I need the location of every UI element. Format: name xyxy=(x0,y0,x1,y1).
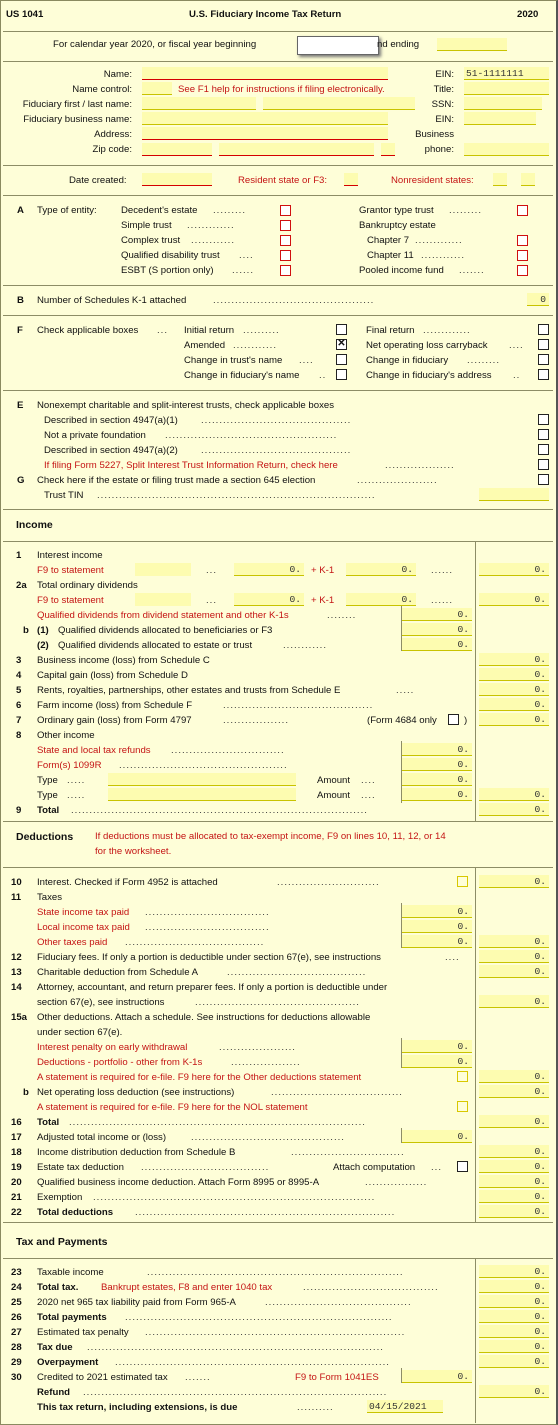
line-28-input[interactable]: 0. xyxy=(479,1340,549,1353)
credited-estimated-label: Credited to 2021 estimated tax xyxy=(37,1372,168,1383)
line-11-total[interactable]: 0. xyxy=(479,935,549,948)
qualified-dividends-label: Qualified dividends from dividend statement and other K-1s xyxy=(37,610,289,621)
exemption-label: Exemption xyxy=(37,1192,83,1203)
type-1-label: Type xyxy=(37,775,58,786)
nonresident-label: Nonresident states: xyxy=(391,175,474,186)
decedent-checkbox[interactable] xyxy=(280,205,291,216)
simple-trust-checkbox[interactable] xyxy=(280,220,291,231)
pooled-label: Pooled income fund xyxy=(359,265,444,276)
k1-count-input[interactable]: 0 xyxy=(527,293,549,306)
state-input[interactable] xyxy=(381,143,395,156)
nonresident-input-1[interactable] xyxy=(493,173,507,186)
fiduciary-last-input[interactable] xyxy=(263,97,415,110)
line-2a-total[interactable]: 0. xyxy=(479,593,549,606)
fiduciary-business-input[interactable] xyxy=(142,112,388,125)
pooled-checkbox[interactable] xyxy=(517,265,528,276)
fiscal-end-input[interactable] xyxy=(437,38,507,51)
form-1041es-link[interactable]: F9 to Form 1041ES xyxy=(295,1372,379,1383)
form-4684-checkbox[interactable] xyxy=(448,714,459,725)
private-foundation-label: Not a private foundation xyxy=(44,430,146,441)
simple-trust-label: Simple trust xyxy=(121,220,172,231)
nol-statement-indicator[interactable] xyxy=(457,1101,468,1112)
resident-state-input[interactable] xyxy=(344,173,358,186)
date-created-label: Date created: xyxy=(69,175,127,186)
k1-count-label: Number of Schedules K-1 attached xyxy=(37,295,187,306)
change-trust-name-label: Change in trust's name xyxy=(184,355,283,366)
line-17-input[interactable]: 0. xyxy=(402,1130,472,1143)
address-input[interactable] xyxy=(142,127,388,140)
total-tax-label: Total tax. xyxy=(37,1282,79,1293)
type-1-input[interactable] xyxy=(108,773,296,786)
bankruptcy-label: Bankruptcy estate xyxy=(359,220,436,231)
early-withdrawal-label: Interest penalty on early withdrawal xyxy=(37,1042,188,1053)
line-26-input[interactable]: 0. xyxy=(479,1310,549,1323)
form-title: U.S. Fiduciary Income Tax Return xyxy=(189,9,342,20)
line-g-letter: G xyxy=(17,475,25,486)
final-return-label: Final return xyxy=(366,325,415,336)
nol-statement[interactable]: A statement is required for e-file. F9 here for the NOL statement xyxy=(37,1102,308,1113)
change-fiduciary-label: Change in fiduciary xyxy=(366,355,449,366)
chapter-7-label: Chapter 7 xyxy=(367,235,410,246)
line-12-input[interactable]: 0. xyxy=(479,950,549,963)
section-4947a1-label: Described in section 4947(a)(1) xyxy=(44,415,178,426)
line-30-input[interactable]: 0. xyxy=(402,1370,472,1383)
due-date-input[interactable]: 04/15/2021 xyxy=(367,1400,443,1413)
state-refunds-input[interactable]: 0. xyxy=(402,743,472,756)
other-tax-label: Other taxes paid xyxy=(37,937,108,948)
and-ending-label: nd ending xyxy=(377,39,420,50)
change-fid-name-label: Change in fiduciary's name xyxy=(184,370,300,381)
nonresident-input-2[interactable] xyxy=(521,173,535,186)
fiduciary-fees-label: Fiduciary fees. If only a portion is deductible under section 67(e), see instructions xyxy=(37,952,381,963)
change-fid-name-checkbox[interactable] xyxy=(336,369,347,380)
dividends-f9-label: F9 to statement xyxy=(37,595,104,606)
initial-return-label: Initial return xyxy=(184,325,235,336)
taxable-income-label: Taxable income xyxy=(37,1267,104,1278)
form-1041-page: US 1041 U.S. Fiduciary Income Tax Return 2020 For calendar year 2020, or fiscal year beginning nd ending Name: Name control: See F1 help for instructions if filing electronically. Fiduciary first / last name: Fiduciary business name: Address: Zip code: EIN: 51-1111111 Title: SSN: EIN: Business phone: Date created: Resident state or F3: Nonresident states: A Type of entity: Decedent's estate ......... Simple trust ............. Complex trust ............ Qualified disability trust .... ESBT (S portion only) ...... Grantor type trust ......... Bankruptcy estate Chapter 7 ............. Chapter 11 ............ Pooled income fund ....... B Number of Schedules K-1 attached ............................................ 0 F Check applicable boxes ... Initial return .......... Amended ............ ✕ Change in trust's name .... Change in fiduciary's name .. Final return ............. Net operating loss carryback .... Change in fiduciary ......... Change in fiduciary's address .. E Nonexempt charitable and split-interest trusts, check applicable boxes Described in section 4947(a)(1) ......................................... Not a private foundation ............................................... Described in section 4947(a)(2) ......................................... If filing Form 5227, Split Interest Trust Information Return, check here ................... G Check here if the estate or filing trust made a section 645 election ...................... Trust TIN ............................................................................ Income 1 Interest income F9 to statement ... 0. + K-1 0. ...... 0. 2a Total ordinary dividends F9 to statement ... 0. + K-1 0. ...... 0. Qualified dividends from dividend statement and other K-1s ........ 0. b (1) Qualified dividends allocated to beneficiaries or F3 0. (2) Qualified dividends allocated to estate or trust ............ 0. 3 Business income (loss) from Schedule C 0. 4 Capital gain (loss) from Schedule D 0. 5 Rents, royalties, partnerships, other estates and trusts from Schedule E ..... 0. 6 Farm income (loss) from Schedule F ......................................... 0. 7 Ordinary gain (loss) from Form 4797 .................. (Form 4684 only ) 0. 8 Other income State and local tax refunds ............................... 0. Form(s) 1099R .............................................. 0. Type ..... Amount .... 0. Type ..... Amount .... 0. 0. 9 Total ................................................................................. 0. Deductions If deductions must be allocated to tax-exempt income, F9 on lines 10, 11, 12, or 14 for the worksheet. 10 Interest. Checked if Form 4952 is attached ............................ 0. 11 Taxes State income tax paid .................................. 0. Local income tax paid .................................. 0. Other taxes paid ...................................... 0. 0. 12 Fiduciary fees. If only a portion is deductible under section 67(e), see instructions .... 0. 13 Charitable deduction from Schedule A ...................................... 0. 14 Attorney, accountant, and return preparer fees. If only a portion is deductible under section 67(e), see instructions ............................................. 0. 15a Other deductions. Attach a schedule. See instructions for deductions allowable under section 67(e). Interest penalty on early withdrawal ..................... 0. Deductions - portfolio - other from K-1s ................... 0. A statement is required for e-file. F9 here for the Other deductions statement 0. b Net operating loss deduction (see instructions) .................................... 0. A statement is required for e-file. F9 here for the NOL statement 16 Total ................................................................................. 0. 17 Adjusted total income or (loss) .......................................... 0. 18 Income distribution deduction from Schedule B ............................... 0. 19 Estate tax deduction ................................... Attach computation ... 0. 20 Qualified business income deduction. Attach Form 8995 or 8995-A ................. 0. 21 Exemption ............................................................................. 0. 22 Total deductions ....................................................................... 0. Tax and Payments 23 Taxable income ...................................................................... 0. 24 Total tax. Bankrupt estates, F8 and enter 1040 tax ..................................... 0. 25 2020 net 965 tax liability paid from Form 965-A ........................................ 0. 26 Total payments ......................................................................... 0. 27 Estimated tax penalty ....................................................................... 0. 28 Tax due ................................................................................. 0. 29 Overpayment ........................................................................... 0. 30 Credited to 2021 estimated tax ....... F9 to Form 1041ES 0. Refund ................................................................................... 0. This tax return, including extensions, is due .......... 04/15/2021 xyxy=(0,0,558,1425)
change-address-checkbox[interactable] xyxy=(538,369,549,380)
interest-amount-input[interactable]: 0. xyxy=(234,563,304,576)
amount-1-label: Amount xyxy=(317,775,351,786)
attorney-fees-label-2: section 67(e), see instructions xyxy=(37,997,165,1008)
line-9-total[interactable]: 0. xyxy=(479,803,549,816)
line-f-letter: F xyxy=(17,325,23,336)
nonexempt-label: Nonexempt charitable and split-interest trusts, check applicable boxes xyxy=(37,400,335,411)
line-22-input[interactable]: 0. xyxy=(479,1205,549,1218)
resident-state-label: Resident state or F3: xyxy=(238,175,328,186)
overpayment-label: Overpayment xyxy=(37,1357,99,1368)
refund-label: Refund xyxy=(37,1387,71,1398)
tax-year: 2020 xyxy=(517,9,539,20)
tax-payments-section-title: Tax and Payments xyxy=(16,1236,108,1248)
form-1099r-input[interactable]: 0. xyxy=(402,758,472,771)
ordinary-gain-label: Ordinary gain (loss) from Form 4797 xyxy=(37,715,192,726)
early-withdrawal-input[interactable]: 0. xyxy=(402,1040,472,1053)
line-24-input[interactable]: 0. xyxy=(479,1280,549,1293)
fiduciary-business-label: Fiduciary business name: xyxy=(23,114,132,125)
line-15a-input[interactable]: 0. xyxy=(479,1070,549,1083)
line-14-input[interactable]: 0. xyxy=(479,995,549,1008)
name-control-label: Name control: xyxy=(72,84,132,95)
change-address-label: Change in fiduciary's address xyxy=(366,370,492,381)
form-4952-checkbox[interactable] xyxy=(457,876,468,887)
check-boxes-label: Check applicable boxes xyxy=(37,325,139,336)
interest-f9-label: F9 to statement xyxy=(37,565,104,576)
other-income-label: Other income xyxy=(37,730,95,741)
phone-input[interactable] xyxy=(464,143,549,156)
line-29-input[interactable]: 0. xyxy=(479,1355,549,1368)
form-number: US 1041 xyxy=(6,9,44,20)
ein-label: EIN: xyxy=(435,69,454,80)
form-5227-label: If filing Form 5227, Split Interest Trust Information Return, check here xyxy=(44,460,338,471)
farm-income-label: Farm income (loss) from Schedule F xyxy=(37,700,193,711)
form-4684-label: (Form 4684 only xyxy=(367,715,437,726)
interest-income-label: Interest income xyxy=(37,550,103,561)
attach-computation-label: Attach computation xyxy=(333,1162,416,1173)
dividends-amount-input[interactable]: 0. xyxy=(234,593,304,606)
attach-computation-checkbox[interactable] xyxy=(457,1161,468,1172)
state-tax-label: State income tax paid xyxy=(37,907,130,918)
nol-deduction-label: Net operating loss deduction (see instructions) xyxy=(37,1087,235,1098)
other-statement-indicator[interactable] xyxy=(457,1071,468,1082)
qualified-disability-label: Qualified disability trust xyxy=(121,250,220,261)
total-income-label: Total xyxy=(37,805,60,816)
line-19-input[interactable]: 0. xyxy=(479,1160,549,1173)
chapter-11-checkbox[interactable] xyxy=(517,250,528,261)
line-1-total[interactable]: 0. xyxy=(479,563,549,576)
total-deductions-label: Total deductions xyxy=(37,1207,114,1218)
qd-estate-input[interactable]: 0. xyxy=(402,638,472,651)
amended-checkbox[interactable]: ✕ xyxy=(337,338,346,349)
grantor-checkbox[interactable] xyxy=(517,205,528,216)
fid-ein-label: EIN: xyxy=(435,114,454,125)
section-645-label: Check here if the estate or filing trust made a section 645 election xyxy=(37,475,316,486)
ssn-input[interactable] xyxy=(464,97,542,110)
complex-trust-checkbox[interactable] xyxy=(280,235,291,246)
nol-carryback-checkbox[interactable] xyxy=(538,339,549,350)
address-label: Address: xyxy=(94,129,132,140)
adjusted-income-label: Adjusted total income or (loss) xyxy=(37,1132,167,1143)
form-1099r-label: Form(s) 1099R xyxy=(37,760,102,771)
esbt-label: ESBT (S portion only) xyxy=(121,265,214,276)
other-deductions-label: Other deductions. Attach a schedule. See instructions for deductions allowable xyxy=(37,1012,371,1023)
dividends-label: Total ordinary dividends xyxy=(37,580,138,591)
qualified-dividends-input[interactable]: 0. xyxy=(402,608,472,621)
line-18-input[interactable]: 0. xyxy=(479,1145,549,1158)
private-foundation-checkbox[interactable] xyxy=(538,429,549,440)
line-6-input[interactable]: 0. xyxy=(479,698,549,711)
line-13-input[interactable]: 0. xyxy=(479,965,549,978)
line-5-input[interactable]: 0. xyxy=(479,683,549,696)
interest-deduction-label: Interest. Checked if Form 4952 is attached xyxy=(37,877,218,888)
capital-gain-label: Capital gain (loss) from Schedule D xyxy=(37,670,188,681)
nol-carryback-label: Net operating loss carryback xyxy=(366,340,488,351)
type-2-label: Type xyxy=(37,790,58,801)
due-date-label: This tax return, including extensions, is due xyxy=(37,1402,238,1413)
line-e-letter: E xyxy=(17,400,24,411)
total-payments-label: Total payments xyxy=(37,1312,107,1323)
section-645-checkbox[interactable] xyxy=(538,474,549,485)
line-4-input[interactable]: 0. xyxy=(479,668,549,681)
fiduciary-name-label: Fiduciary first / last name: xyxy=(22,99,132,110)
deductions-note-2: for the worksheet. xyxy=(95,846,172,857)
line-23-input[interactable]: 0. xyxy=(479,1265,549,1278)
qbi-deduction-label: Qualified business income deduction. Attach Form 8995 or 8995-A xyxy=(37,1177,320,1188)
interest-k1-input[interactable]: 0. xyxy=(346,563,416,576)
decedent-label: Decedent's estate xyxy=(121,205,198,216)
qd-beneficiaries-input[interactable]: 0. xyxy=(402,623,472,636)
zip-input[interactable] xyxy=(142,143,212,156)
estimated-penalty-label: Estimated tax penalty xyxy=(37,1327,129,1338)
line-25-input[interactable]: 0. xyxy=(479,1295,549,1308)
change-trust-name-checkbox[interactable] xyxy=(336,354,347,365)
other-deductions-label-2: under section 67(e). xyxy=(37,1027,123,1038)
charitable-label: Charitable deduction from Schedule A xyxy=(37,967,199,978)
ssn-label: SSN: xyxy=(431,99,454,110)
esbt-checkbox[interactable] xyxy=(280,265,291,276)
rents-label: Rents, royalties, partnerships, other estates and trusts from Schedule E xyxy=(37,685,341,696)
attorney-fees-label: Attorney, accountant, and return preparer fees. If only a portion is deductible under xyxy=(37,982,388,993)
local-tax-input[interactable]: 0. xyxy=(402,920,472,933)
line-10-input[interactable]: 0. xyxy=(479,875,549,888)
line-7-input[interactable]: 0. xyxy=(479,713,549,726)
deductions-section-title: Deductions xyxy=(16,831,74,843)
complex-trust-label: Complex trust xyxy=(121,235,181,246)
business-income-label: Business income (loss) from Schedule C xyxy=(37,655,210,666)
estate-tax-deduction-label: Estate tax deduction xyxy=(37,1162,124,1173)
taxes-label: Taxes xyxy=(37,892,63,903)
zip-label: Zip code: xyxy=(92,144,132,155)
trust-tin-input[interactable] xyxy=(479,488,549,501)
line-8-total[interactable]: 0. xyxy=(479,788,549,801)
interest-k1-label: + K-1 xyxy=(311,565,335,576)
trust-tin-label: Trust TIN xyxy=(44,490,84,501)
fiduciary-first-input[interactable] xyxy=(142,97,256,110)
name-input[interactable] xyxy=(142,67,388,80)
line-b-letter: B xyxy=(17,295,24,306)
portfolio-deductions-input[interactable]: 0. xyxy=(402,1055,472,1068)
qd-estate-label: Qualified dividends allocated to estate or trust xyxy=(58,640,253,651)
income-section-title: Income xyxy=(16,519,53,531)
state-tax-input[interactable]: 0. xyxy=(402,905,472,918)
calendar-year-label: For calendar year 2020, or fiscal year beginning xyxy=(53,39,257,50)
other-deductions-statement[interactable]: A statement is required for e-file. F9 here for the Other deductions statement xyxy=(37,1072,362,1083)
section-4947a1-checkbox[interactable] xyxy=(538,414,549,425)
fid-ein-input[interactable] xyxy=(464,112,536,125)
grantor-label: Grantor type trust xyxy=(359,205,434,216)
line-15b-input[interactable]: 0. xyxy=(479,1085,549,1098)
amount-2-input[interactable]: 0. xyxy=(402,788,472,801)
965-liability-label: 2020 net 965 tax liability paid from Form 965-A xyxy=(37,1297,236,1308)
dividends-statement-input[interactable] xyxy=(135,593,191,606)
portfolio-deductions-label: Deductions - portfolio - other from K-1s xyxy=(37,1057,203,1068)
title-input[interactable] xyxy=(464,82,549,95)
name-control-input[interactable] xyxy=(142,82,172,95)
tax-due-label: Tax due xyxy=(37,1342,73,1353)
title-label: Title: xyxy=(433,84,454,95)
final-return-checkbox[interactable] xyxy=(538,324,549,335)
local-tax-label: Local income tax paid xyxy=(37,922,130,933)
qd-beneficiaries-label: Qualified dividends allocated to beneficiaries or F3 xyxy=(58,625,273,636)
amended-label: Amended xyxy=(184,340,226,351)
chapter-11-label: Chapter 11 xyxy=(367,250,414,261)
interest-statement-input[interactable] xyxy=(135,563,191,576)
line-21-input[interactable]: 0. xyxy=(479,1190,549,1203)
ein-input[interactable]: 51-1111111 xyxy=(464,67,549,80)
entity-type-label: Type of entity: xyxy=(37,205,97,216)
other-tax-input[interactable]: 0. xyxy=(402,935,472,948)
chapter-7-checkbox[interactable] xyxy=(517,235,528,246)
line-3-input[interactable]: 0. xyxy=(479,653,549,666)
section-4947a2-checkbox[interactable] xyxy=(538,444,549,455)
state-refunds-label: State and local tax refunds xyxy=(37,745,151,756)
business-label: Business xyxy=(415,129,454,140)
initial-return-checkbox[interactable] xyxy=(336,324,347,335)
phone-label: phone: xyxy=(424,144,454,155)
distribution-deduction-label: Income distribution deduction from Schedule B xyxy=(37,1147,236,1158)
line-a-letter: A xyxy=(17,205,24,216)
qualified-disability-checkbox[interactable] xyxy=(280,250,291,261)
type-2-input[interactable] xyxy=(108,788,296,801)
name-label: Name: xyxy=(103,69,132,80)
total-deductions-16-label: Total xyxy=(37,1117,60,1128)
line-20-input[interactable]: 0. xyxy=(479,1175,549,1188)
refund-input[interactable]: 0. xyxy=(479,1385,549,1398)
dividends-k1-input[interactable]: 0. xyxy=(346,593,416,606)
fiscal-begin-input[interactable] xyxy=(297,36,379,55)
section-4947a2-label: Described in section 4947(a)(2) xyxy=(44,445,178,456)
bankrupt-estates-note: Bankrupt estates, F8 and enter 1040 tax xyxy=(101,1282,273,1293)
form-5227-checkbox[interactable] xyxy=(538,459,549,470)
city-input[interactable] xyxy=(219,143,374,156)
dividends-k1-label: + K-1 xyxy=(311,595,335,606)
change-fiduciary-checkbox[interactable] xyxy=(538,354,549,365)
amount-1-input[interactable]: 0. xyxy=(402,773,472,786)
line-16-input[interactable]: 0. xyxy=(479,1115,549,1128)
amount-2-label: Amount xyxy=(317,790,351,801)
deductions-note-1: If deductions must be allocated to tax-exempt income, F9 on lines 10, 11, 12, or 14 xyxy=(95,831,446,842)
date-created-input[interactable] xyxy=(142,173,212,186)
line-27-input[interactable]: 0. xyxy=(479,1325,549,1338)
f1-help-text: See F1 help for instructions if filing electronically. xyxy=(178,84,385,95)
